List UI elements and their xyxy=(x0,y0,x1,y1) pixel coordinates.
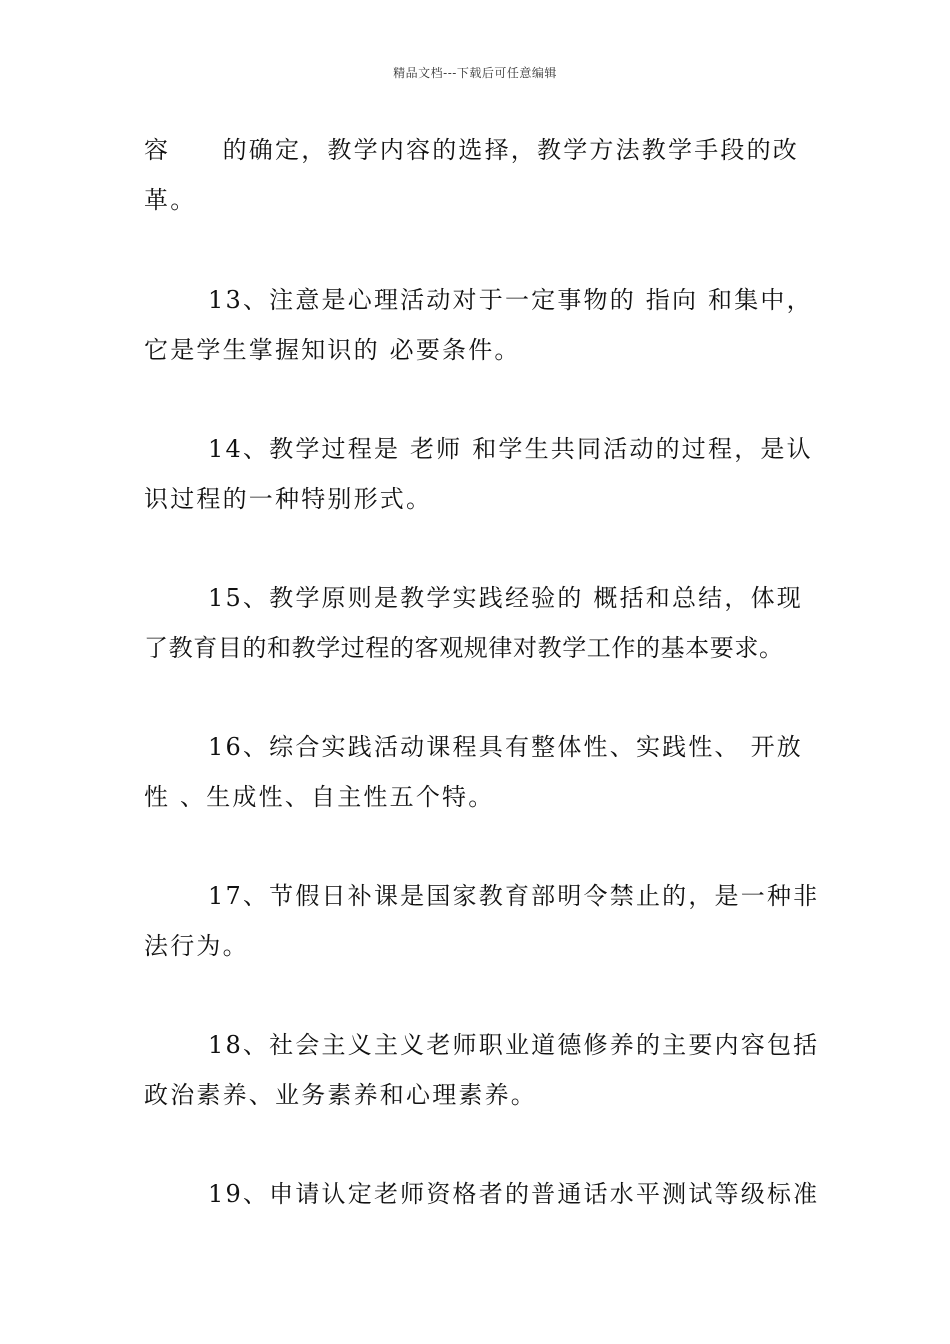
paragraph-13 xyxy=(144,275,813,375)
paragraph-15 xyxy=(144,573,809,673)
paragraph-18 xyxy=(144,1020,820,1120)
paragraph-line: 识过程的一种特别形式。 xyxy=(144,485,433,513)
paragraph-line: 16、综合实践活动课程具有整体性、实践性、 开放 xyxy=(208,733,803,761)
paragraph-16 xyxy=(144,722,809,822)
paragraph-line: 19、申请认定老师资格者的普通话水平测试等级标准 xyxy=(208,1180,820,1208)
page-header: 精品文档---下载后可任意编辑 xyxy=(393,66,557,80)
paragraph-14 xyxy=(144,424,813,524)
paragraph-line: 法行为。 xyxy=(144,932,249,960)
paragraph-12-continued xyxy=(144,125,809,225)
paragraph-19 xyxy=(144,1169,820,1219)
paragraph-line: 政治素养、业务素养和心理素养。 xyxy=(144,1081,537,1109)
paragraph-line: 14、教学过程是 老师 和学生共同活动的过程，是认 xyxy=(208,435,813,463)
paragraph-line: 它是学生掌握知识的 必要条件。 xyxy=(144,336,521,364)
paragraph-line: 容 的确定，教学内容的选择，教学方法教学手段的改 xyxy=(144,136,799,164)
paragraph-line: 15、教学原则是教学实践经验的 概括和总结，体现 xyxy=(208,584,803,612)
paragraph-line: 13、注意是心理活动对于一定事物的 指向 和集中， xyxy=(208,286,813,314)
paragraph-line: 18、社会主义主义老师职业道德修养的主要内容包括 xyxy=(208,1031,820,1059)
paragraph-17 xyxy=(144,871,820,971)
paragraph-line: 17、节假日补课是国家教育部明令禁止的，是一种非 xyxy=(208,882,820,910)
paragraph-line: 革。 xyxy=(144,186,197,214)
paragraph-line: 性 、生成性、自主性五个特。 xyxy=(144,783,495,811)
paragraph-line: 了教育目的和教学过程的客观规律对教学工作的基本要求。 xyxy=(144,634,784,662)
